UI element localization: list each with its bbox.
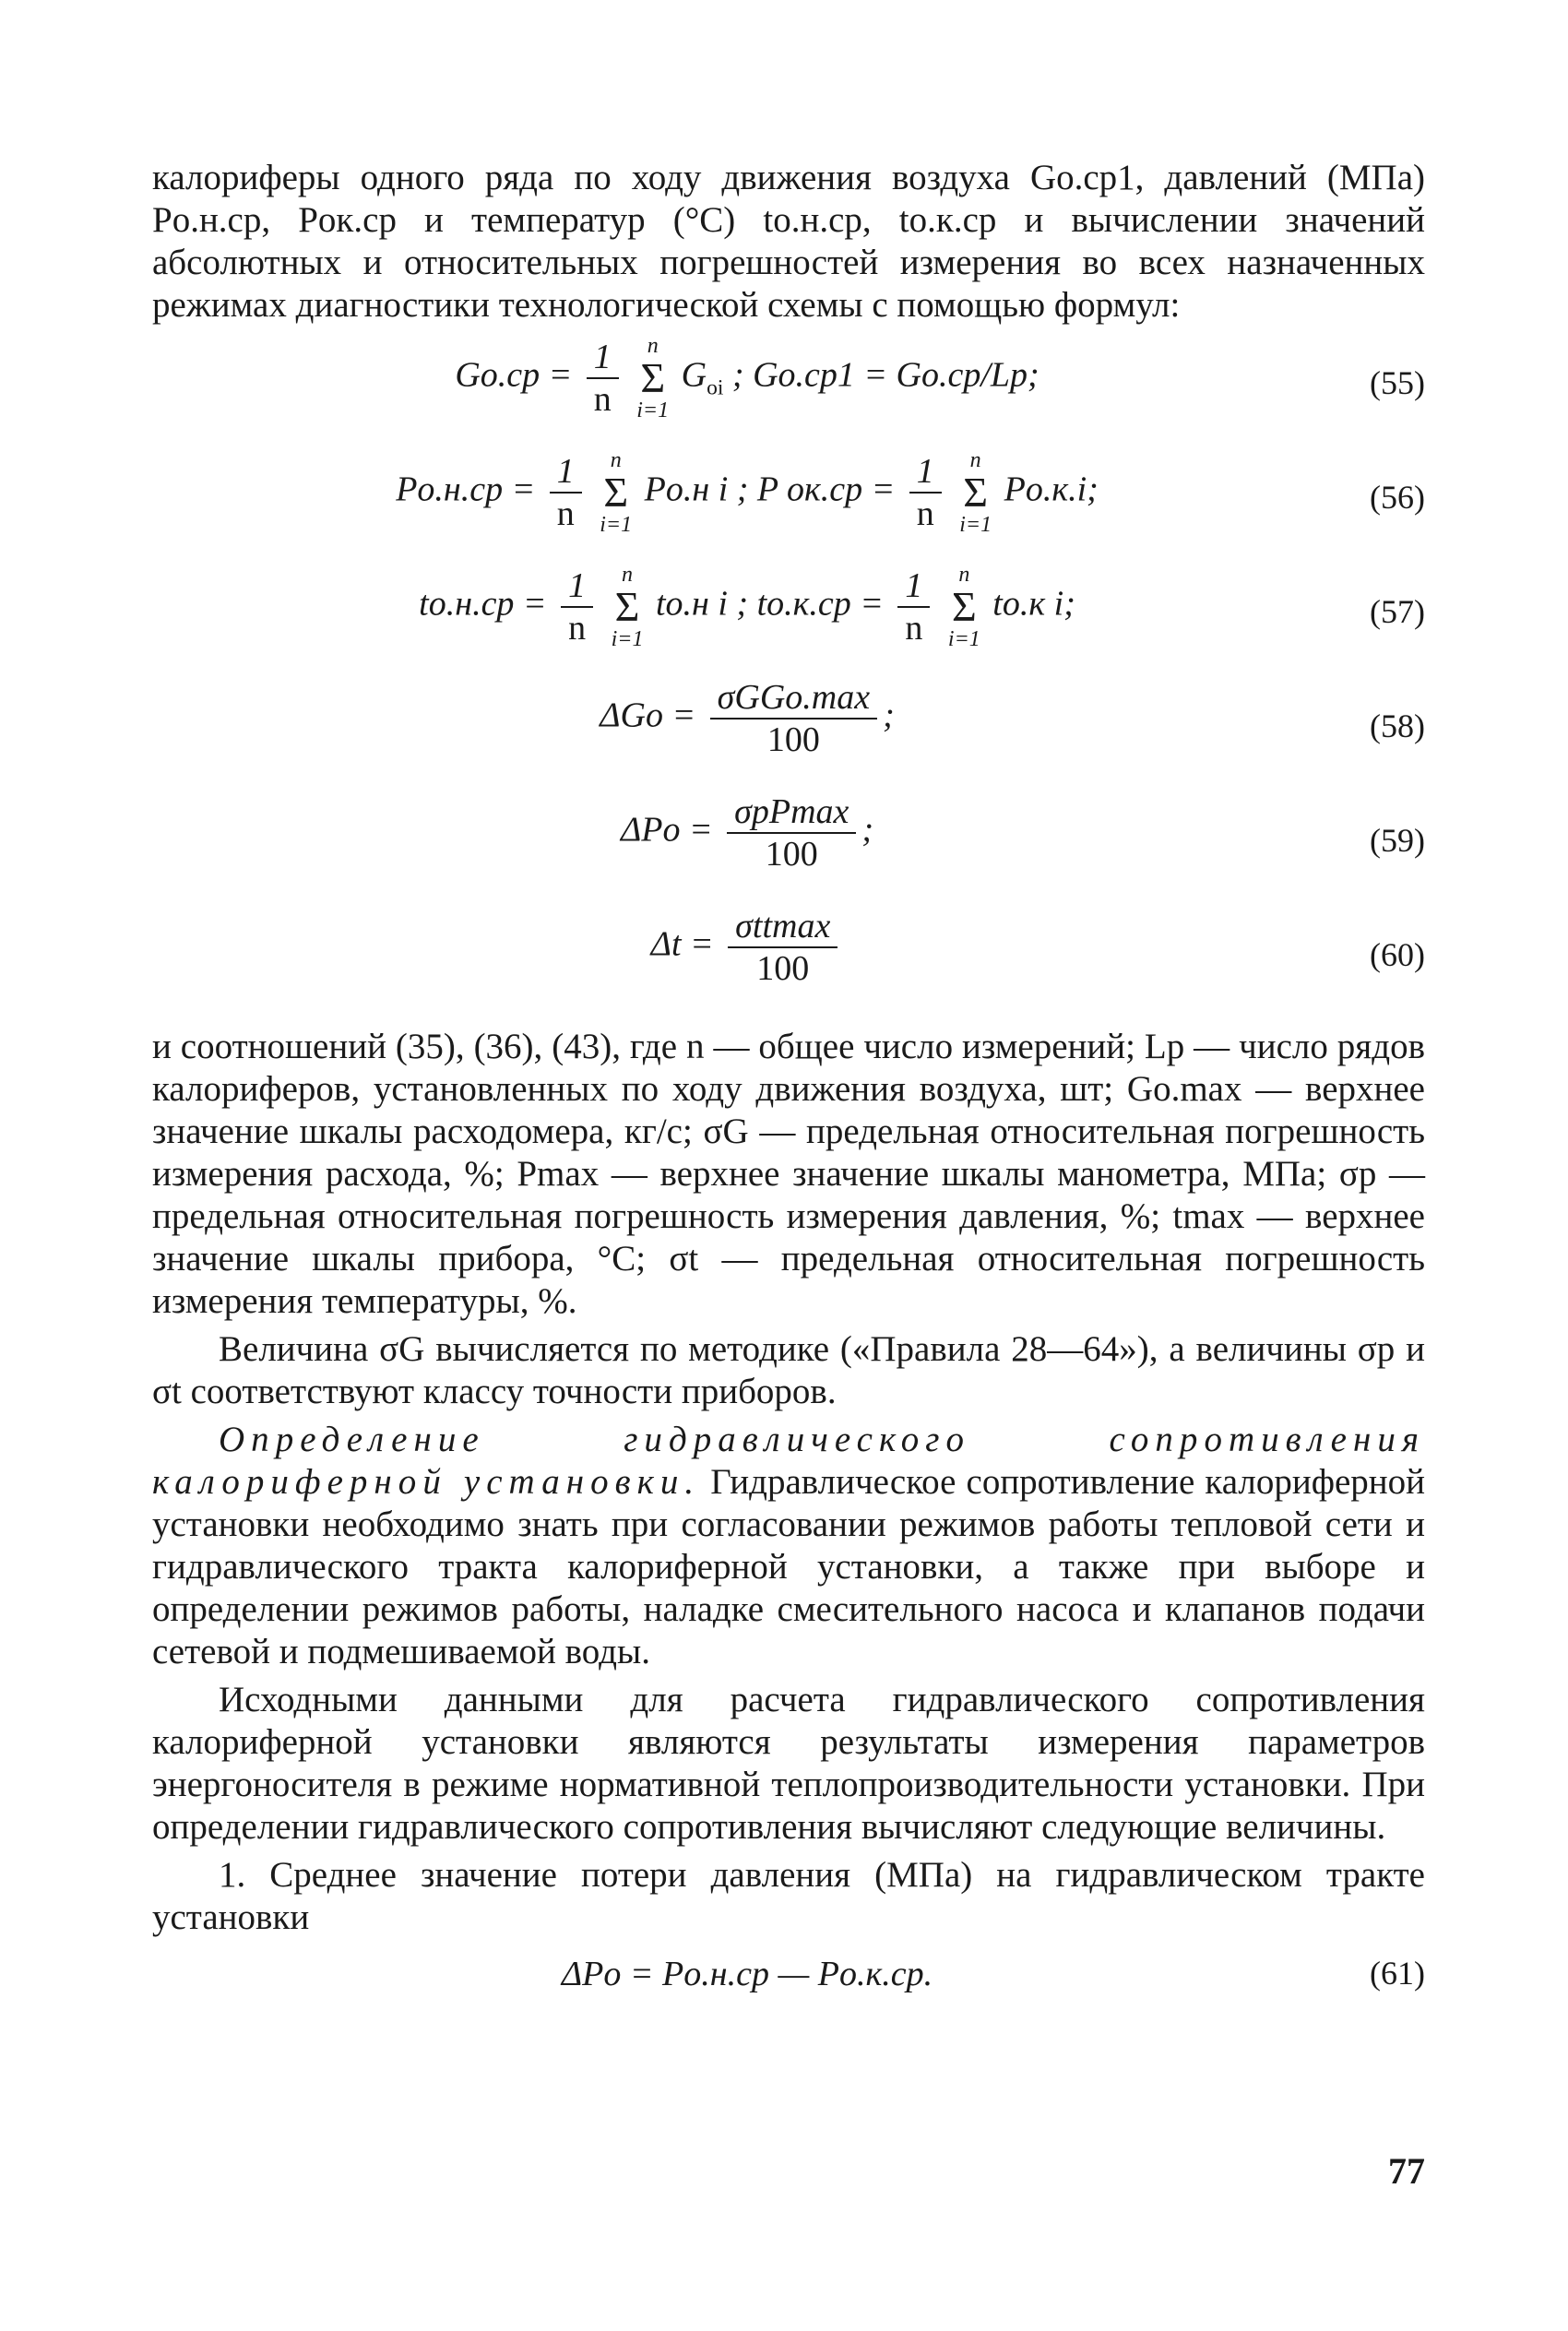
formula-55: Gо.ср = $\frac{1}{n}$ n Σ i=1 $G_{oi}$ ; Gо.ср1 = Gо.ср/Lp; (55) — [455, 334, 1425, 422]
formula-61: ΔPо = Pо.н.ср — Pо.к.ср. (61) — [561, 1955, 1425, 1993]
paragraph-definitions: и соотношений (35), (36), (43), где n — общее число измерений; Lp — число рядов калориферов, установленных по ходу движения воздуха, шт; Go.max — верхнее значение шкалы расходомера, кг/с; σG — предельная относительная погрешность измерения расхода, %; Pmax — верхнее значение шкалы манометра, МПа; σp — предельная относительная погрешность измерения давления, %; tmax — верхнее значение шкалы прибора, °C; σt — предельная относительная погрешность измерения температуры, %. — [152, 1027, 1425, 1321]
formula-57: tо.н.ср = $\frac{1}{n}$ n Σ i=1 to.н i ; tо.к.ср = $\frac{1}{n}$ n Σ i=1 to.к i; (57) — [419, 563, 1425, 651]
section-heading: Определение гидравлического сопротивления калориферной установки. — [152, 1420, 1425, 1502]
formula-58: ΔGо = $\frac{\text{σGGo.max}}{100}$ ; (58) — [600, 678, 1425, 759]
paragraph-hydraulic: Определение гидравлического сопротивления калориферной установки. Гидравлическое сопротивление калориферной установки необходимо знать при согласовании режимов работы тепловой сети и гидравлического тракта калориферной установки, а также при выборе и определении режимов работы, наладке смесительного насоса и клапанов подачи сетевой и подмешиваемой воды. — [152, 1420, 1426, 1671]
formula-59: ΔPо = $\frac{\text{σpPmax}}{100}$ ; (59) — [620, 792, 1425, 874]
paragraph-sigma-note: Величина σG вычисляется по методике («Правила 28—64»), а величины σp и σt соответствуют классу точности приборов. — [152, 1329, 1425, 1411]
formula-56: Pо.н.ср = $\frac{1}{n}$ n Σ i=1 Po.н i ; P ок.ср = $\frac{1}{n}$ n Σ i=1 Po.к.i; (56) — [396, 448, 1425, 537]
paragraph-initial-data: Исходными данными для расчета гидравлического сопротивления калориферной установки являются результаты измерения параметров энергоносителя в режиме нормативной теплопроизводительности установки. При определении гидравлического сопротивления вычисляют следующие величины. — [152, 1680, 1425, 1847]
paragraph-step-1: 1. Среднее значение потери давления (МПа) на гидравлическом тракте установки — [152, 1855, 1425, 1937]
page-body — [152, 157, 1425, 2009]
paragraph-intro: калориферы одного ряда по ходу движения воздуха Gо.ср1, давлений (МПа) Pо.н.ср, Pок.ср и температур (°C) tо.н.ср, tо.к.ср и вычислении значений абсолютных и относительных погрешностей измерения во всех назначенных режимах диагностики технологической схемы с помощью формул: — [152, 158, 1425, 325]
page-number: 77 — [1388, 2150, 1425, 2192]
formula-60: Δt = $\frac{\text{σttmax}}{100}$ (60) — [650, 907, 1425, 988]
